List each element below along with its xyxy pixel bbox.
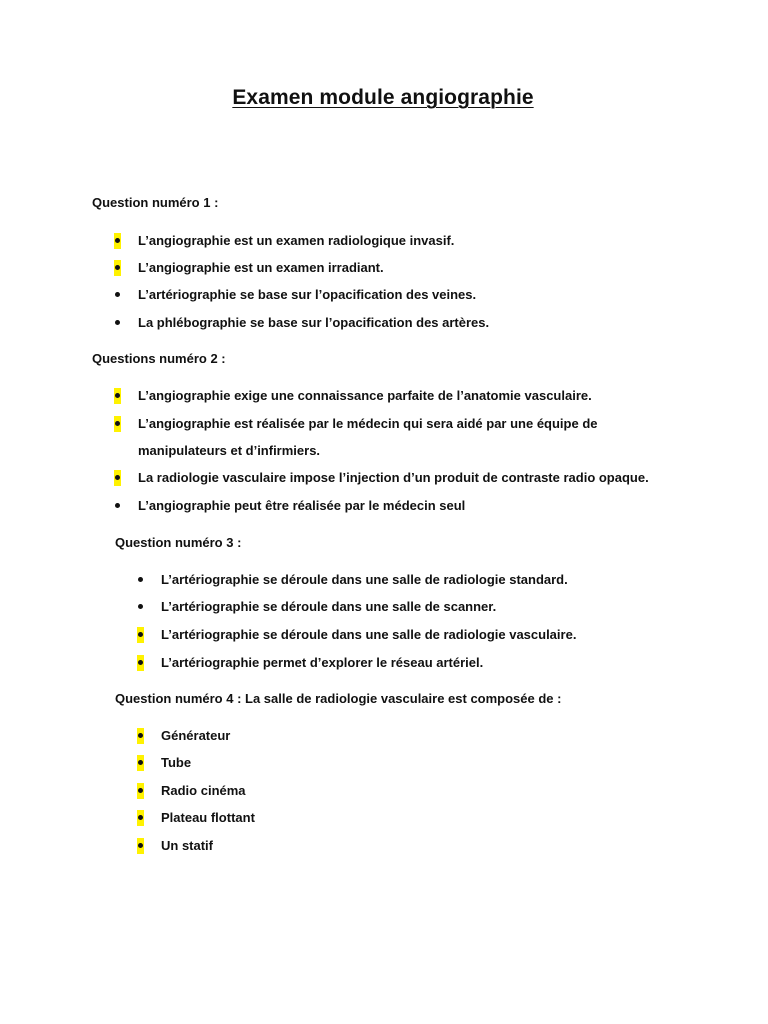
bullet-icon	[114, 315, 121, 331]
bullet-highlighted-icon	[114, 260, 121, 276]
q4-item-2: Tube	[161, 755, 192, 770]
q3-item-1: L’artériographie se déroule dans une salle de radiologie standard.	[161, 572, 568, 587]
bullet-icon	[114, 498, 121, 514]
question-1-heading: Question numéro 1 :	[92, 195, 219, 210]
q4-item-4: Plateau flottant	[161, 810, 255, 825]
bullet-highlighted-icon	[137, 838, 144, 854]
bullet-highlighted-icon	[114, 416, 121, 432]
bullet-icon	[137, 572, 144, 588]
bullet-highlighted-icon	[137, 627, 144, 643]
document-title: Examen module angiographie	[232, 86, 534, 109]
bullet-highlighted-icon	[114, 470, 121, 486]
question-2-heading: Questions numéro 2 :	[92, 351, 226, 366]
q2-item-1: L’angiographie exige une connaissance parfaite de l’anatomie vasculaire.	[138, 388, 592, 403]
q3-item-3: L’artériographie se déroule dans une salle de radiologie vasculaire.	[161, 627, 577, 642]
question-3-heading: Question numéro 3 :	[115, 535, 242, 550]
q1-item-3: L’artériographie se base sur l’opacification des veines.	[138, 287, 477, 302]
q4-item-5: Un statif	[161, 838, 213, 853]
q4-item-1: Générateur	[161, 728, 231, 743]
bullet-icon	[137, 599, 144, 615]
q4-item-3: Radio cinéma	[161, 783, 246, 798]
q2-item-4: L’angiographie peut être réalisée par le médecin seul	[138, 498, 466, 513]
q1-item-4: La phlébographie se base sur l’opacification des artères.	[138, 315, 490, 330]
q3-item-2: L’artériographie se déroule dans une salle de scanner.	[161, 599, 497, 614]
bullet-highlighted-icon	[137, 728, 144, 744]
bullet-highlighted-icon	[137, 755, 144, 771]
q3-item-4: L’artériographie permet d’explorer le réseau artériel.	[161, 655, 484, 670]
question-4-heading: Question numéro 4 : La salle de radiologie vasculaire est composée de :	[115, 691, 562, 706]
q2-item-2-continued: manipulateurs et d’infirmiers.	[138, 443, 321, 458]
bullet-highlighted-icon	[137, 783, 144, 799]
bullet-highlighted-icon	[114, 233, 121, 249]
bullet-highlighted-icon	[114, 388, 121, 404]
bullet-icon	[114, 287, 121, 303]
q1-item-2: L’angiographie est un examen irradiant.	[138, 260, 384, 275]
q1-item-1: L’angiographie est un examen radiologique invasif.	[138, 233, 455, 248]
bullet-highlighted-icon	[137, 655, 144, 671]
bullet-highlighted-icon	[137, 810, 144, 826]
q2-item-2: L’angiographie est réalisée par le médecin qui sera aidé par une équipe de	[138, 416, 598, 431]
q2-item-3: La radiologie vasculaire impose l’injection d’un produit de contraste radio opaque.	[138, 470, 649, 485]
